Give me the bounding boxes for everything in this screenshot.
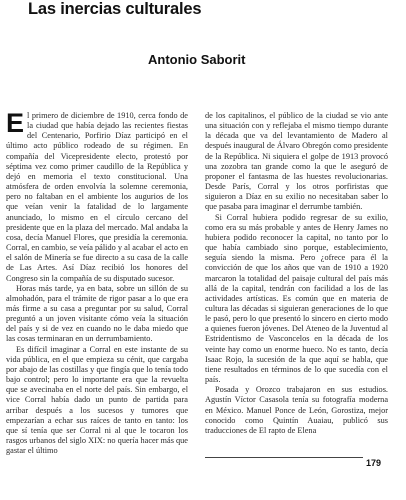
left-column xyxy=(6,111,188,463)
right-column xyxy=(205,111,388,463)
page-number: 179 xyxy=(366,458,382,468)
drop-cap: E xyxy=(6,111,25,138)
article-title: Las inercias culturales xyxy=(28,0,202,18)
paragraph: de los capitalinos, el público de la ciudad se vio ante una situación con y reflejaba el mismo tiempo durante la década que va del levantamiento de Madero al después inaugural de Álvaro Obregón como presidente de la República. Ni siquiera el golpe de 1913 provocó una zozobra tan grande como la que le aseguró de proponer el fantasma de las huestes revolucionarias. Desde París, Corral y los otros porfiristas que siguieron a Díaz en su exilio no necesitaban saber lo que pasaba para imaginar el derrumbe también. xyxy=(205,111,388,212)
paragraph: Es difícil imaginar a Corral en este instante de su vida pública, en el que empieza su cénit, que cargaba por abajo de las costillas y que fingía que lo tenía todo bajo control; pero lo importante era que la revuelta que se avecinaba en el norte del país. Sin embargo, el vice Corral había dado un punto de partida para arribar después a los sucesos y tumores que empezarían a echar sus raíces de tanto en tanto: los que sí tenía que ser Corral ni al que le tocaron los rasgos urbanos del siglo XIX: no quería hacer más que gastar el último xyxy=(6,344,188,456)
footer-rule xyxy=(205,457,363,458)
paragraph: Posada y Orozco trabajaron en sus estudios. Agustín Víctor Casasola tenía su fotografía moderna en México. Manuel Ponce de León, Gorostiza, mejor conocido como Quintín Auaiau, publicó sus traducciones de El rapto de Elena xyxy=(205,385,388,435)
paragraph-text: l primero de diciembre de 1910, cerca fondo de la ciudad que había dejado las recientes fiestas del Centenario, Porfirio Díaz participó en el último acto público rodeado de su régimen. En compañía del Vicepresidente electo, protestó por séptima vez como primer caudillo de la República y dejó en memoria el texto constitucional. Una atmósfera de orden envolvía la solemne ceremonia, pero no faltaban en el ambiente los augurios de los que veían venir la fatalidad de lo largamente anunciado, lo mismo en el círculo cercano del presidente que en la plaza del mercado. Mal andaba la cosa, decía Manuel Flores, que presidía la ceremonia. Corral, en cambio, se veía pálido y al acabar el acto en el salón de Minería se fue directo a su casa de la calle de Las Artes. Así Díaz recibió los honores del Congreso sin la compañía de su disputado sucesor. xyxy=(6,111,188,283)
paragraph: Horas más tarde, ya en bata, sobre un sillón de su almohadón, para el trámite de rigor pasar a lo que era más firme a su casa a preguntar por su salud, Corral preguntó a un joven visitante cómo veía la situación del país y si de vez en cuando no le daba miedo que las cosas terminaran en un derrumbamiento. xyxy=(6,283,188,344)
article-author: Antonio Saborit xyxy=(148,52,246,67)
paragraph: Si Corral hubiera podido regresar de su exilio, como era su más probable y antes de Henry James no hubiera podido reconocer la capital, no tanto por lo que había cambiado sino porque, establecimiento, seguía siendo la misma. Pero ¿ofrece para él la convicción de que los años que van de 1910 a 1920 marcaron la totalidad del paisaje cultural del país más allá de la capital, tendrán con facilidad a los de las actividades artísticas. Es común que en materia de cultura las décadas si siguieran generaciones de lo que le pasó, pero lo que presentó lo sincero en cierto modo a quienes fueron jóvenes. Del Ateneo de la Juventud al Estridentismo de Vasconcelos en la década de los veinte hay como un enorme hueco. No es tanto, decía Isaac Rojo, la sucesión de la que aquí se habla, que tiene resultados en términos de lo que sucedía con el país. xyxy=(205,212,388,385)
paragraph xyxy=(6,111,188,284)
